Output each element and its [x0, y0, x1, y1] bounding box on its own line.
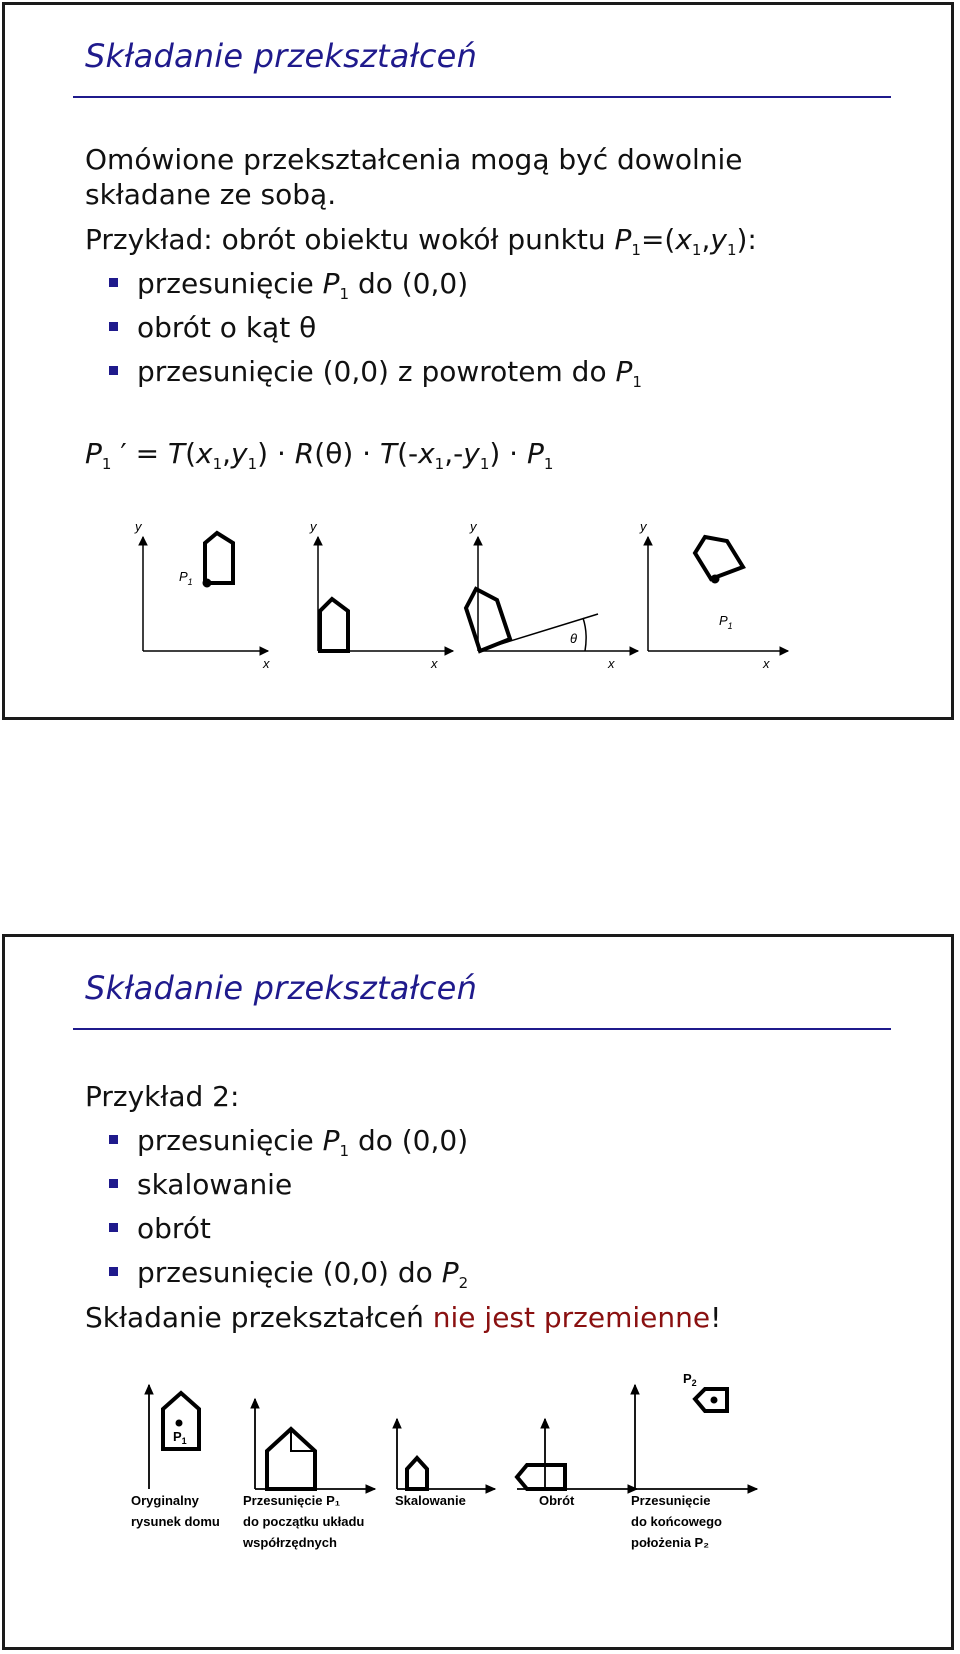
- bullet-square-icon: [109, 1179, 118, 1188]
- var-p: P: [614, 223, 632, 256]
- var-x: x: [675, 223, 692, 256]
- panel-original: [139, 533, 268, 655]
- formula-part: ,-: [444, 437, 464, 470]
- conclusion-highlight: nie jest przemienne: [432, 1301, 711, 1334]
- formula-part: (: [185, 437, 197, 470]
- var-r: R: [294, 437, 315, 470]
- conclusion-line: [85, 1301, 721, 1335]
- angle-label: θ: [570, 631, 578, 646]
- subscript: 2: [458, 1274, 469, 1292]
- caption-translate-1: Przesunięcie P₁: [243, 1493, 341, 1508]
- composition-figure: [117, 1369, 797, 1569]
- subscript: 1: [212, 455, 223, 473]
- caption-translate-2: do początku układu: [243, 1514, 365, 1529]
- bullet-text: do (0,0): [349, 267, 469, 300]
- axis-x-label: x: [608, 656, 615, 671]
- caption-original-2: rysunek domu: [131, 1514, 220, 1529]
- slide-title: Składanie przekształceń: [85, 969, 478, 1007]
- formula-part: ,: [222, 437, 232, 470]
- subscript: 1: [632, 373, 642, 391]
- axis-x-label: x: [763, 656, 770, 671]
- bullet-square-icon: [109, 278, 118, 287]
- bullet-square-icon: [109, 1135, 118, 1144]
- subscript: 1: [726, 241, 737, 259]
- caption-rotate: Obrót: [539, 1493, 575, 1508]
- slide-title: Składanie przekształceń: [85, 37, 478, 75]
- example-text: Przykład: obrót obiektu wokół punktu: [85, 223, 615, 256]
- bullet-square-icon: [109, 1223, 118, 1232]
- bullet-item-1: [137, 1124, 468, 1168]
- axis-y-label: y: [135, 523, 142, 534]
- bullet-text: obrót: [137, 1212, 211, 1245]
- axis-y-label: y: [310, 523, 317, 534]
- caption-final-2: do końcowego: [631, 1514, 722, 1529]
- bullet-item-3: [137, 1212, 211, 1246]
- axis-x-label: x: [431, 656, 438, 671]
- slide-1: [2, 2, 954, 720]
- bullet-text: do (0,0): [349, 1124, 469, 1157]
- comma: ,: [701, 223, 711, 256]
- caption-translate-3: współrzędnych: [243, 1535, 337, 1550]
- caption-original-1: Oryginalny: [131, 1493, 199, 1508]
- subscript: 1: [631, 241, 641, 259]
- title-rule: [73, 96, 891, 98]
- subscript: 1: [339, 1142, 350, 1160]
- subscript: 1: [101, 455, 112, 473]
- bullet-item-2: [137, 311, 316, 345]
- subscript: 1: [543, 455, 554, 473]
- formula-part: (-: [397, 437, 419, 470]
- step-rotated: [517, 1419, 637, 1493]
- title-rule: [73, 1028, 891, 1030]
- subscript: 1: [479, 455, 490, 473]
- var-p: P: [322, 267, 340, 300]
- var-p: P: [85, 437, 102, 470]
- bullet-square-icon: [109, 1267, 118, 1276]
- p1-label: $P_1$: [173, 1429, 187, 1446]
- var-t: T: [379, 437, 398, 470]
- formula-part: ′ =: [111, 437, 168, 470]
- var-y: y: [231, 437, 248, 470]
- bullet-text: przesunięcie: [137, 267, 323, 300]
- step-final: [631, 1385, 757, 1493]
- subscript: 1: [434, 455, 445, 473]
- point-label: $P_1$: [719, 613, 733, 631]
- panel-rotated: [466, 537, 638, 655]
- var-p: P: [441, 1256, 459, 1289]
- formula-part: (θ) ·: [314, 437, 380, 470]
- var-p: P: [615, 355, 633, 388]
- intro-line-2: składane ze sobą.: [85, 178, 337, 211]
- step-original: [145, 1385, 199, 1489]
- subscript: 1: [691, 241, 702, 259]
- bullet-text: skalowanie: [137, 1168, 293, 1201]
- var-t: T: [167, 437, 186, 470]
- step-scaled: [393, 1419, 495, 1493]
- panel-translated: [314, 537, 453, 655]
- subscript: 1: [339, 285, 350, 303]
- axis-y-label: y: [470, 523, 477, 534]
- bullet-item-4: [137, 1256, 468, 1300]
- var-x: x: [196, 437, 213, 470]
- slide-2: [2, 934, 954, 1650]
- bullet-item-3: [137, 355, 642, 399]
- var-y: y: [710, 223, 727, 256]
- var-y: y: [463, 437, 480, 470]
- bullet-text: przesunięcie: [137, 1124, 323, 1157]
- axis-y-label: y: [640, 523, 647, 534]
- panel-final: [644, 537, 788, 655]
- formula-part: ) ·: [489, 437, 527, 470]
- composition-formula: [85, 437, 553, 481]
- caption-final-1: Przesunięcie: [631, 1493, 711, 1508]
- bullet-item-2: [137, 1168, 292, 1202]
- var-p: P: [526, 437, 544, 470]
- var-p: P: [322, 1124, 340, 1157]
- var-x: x: [418, 437, 435, 470]
- rotation-figure: [123, 523, 813, 673]
- caption-scale: Skalowanie: [395, 1493, 466, 1508]
- example-line: [85, 223, 757, 267]
- step-translated: [251, 1399, 375, 1493]
- bullet-square-icon: [109, 322, 118, 331]
- subscript: 1: [247, 455, 258, 473]
- intro-line-1: Omówione przekształcenia mogą być dowolnie: [85, 143, 743, 176]
- suffix: ):: [736, 223, 757, 256]
- example-label: Przykład 2:: [85, 1080, 240, 1113]
- caption-final-3: położenia P₂: [631, 1535, 710, 1550]
- p2-label: $P_2$: [683, 1371, 697, 1388]
- axis-x-label: x: [263, 656, 270, 671]
- equals: =(: [640, 223, 676, 256]
- bullet-text: przesunięcie (0,0) z powrotem do: [137, 355, 616, 388]
- bullet-square-icon: [109, 366, 118, 375]
- bullet-text: obrót o kąt θ: [137, 311, 317, 344]
- conclusion-text: !: [710, 1301, 722, 1334]
- bullet-item-1: [137, 267, 468, 311]
- point-label: $P_1$: [179, 569, 193, 587]
- formula-part: ) ·: [257, 437, 295, 470]
- bullet-text: przesunięcie (0,0) do: [137, 1256, 442, 1289]
- conclusion-text: Składanie przekształceń: [85, 1301, 433, 1334]
